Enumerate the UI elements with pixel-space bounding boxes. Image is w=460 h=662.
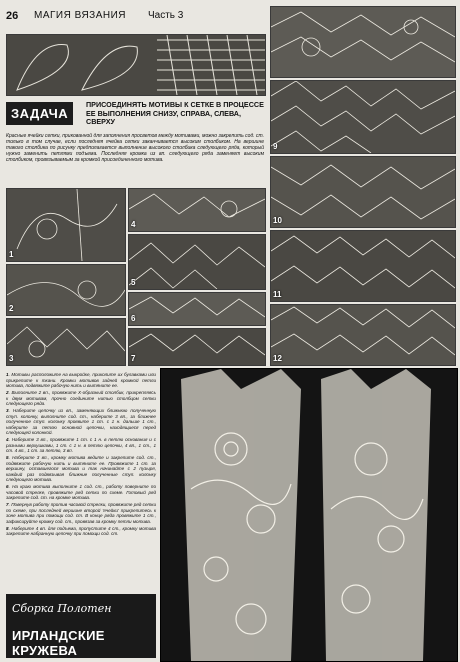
photo-number: 5 bbox=[131, 278, 136, 287]
step-photo bbox=[6, 318, 126, 366]
step-photo bbox=[128, 292, 266, 326]
lace-leaf-photo bbox=[6, 34, 266, 96]
task-description: ПРИСОЕДИНЯТЬ МОТИВЫ К СЕТКЕ В ПРОЦЕССЕ ЕЕ ВЫПОЛНЕНИЯ СНИЗУ, СПРАВА, СЛЕВА, СВЕРХУ bbox=[86, 100, 264, 126]
photo-number: 10 bbox=[273, 216, 282, 225]
step-photo bbox=[128, 188, 266, 232]
step-text: 3. Наберите цепочку из вп., заменяющих ближнюю полученную ступ. колонку, выполните сод. ст., наберите 3 вп., за ближнее полученное ступ. колонку проявите 1 ст. с 1 н. дальше 1 ст., наберите за петлю основной цепочки, находящиеся перед следующей колонкой. bbox=[6, 407, 156, 436]
step-text: 8. Наберите 4 вп. для подъема, пропустите 4 ст., кромку мотива закрепите набранную цепочку при помощи сод. ст. bbox=[6, 525, 156, 537]
step-text: 7. Повернув работу против часовой стрелки, провяжите ряд сетки по схеме, при последней вершине второй 'ячейки' прикрепитесь к зоне мотива при помощи сод. ст. В конце ряда провяжите 1 ст., зафиксируйте кромку сод. ст., провязав за кромку петли мотива. bbox=[6, 502, 156, 524]
step-text: 1. Мотивы расположите на выкройке, приколите их булавками или прикрепите к ткани. Кромки мотивов задней кромкой петли мотива, подвяжите рабочую нить и вытяните ее. bbox=[6, 372, 156, 389]
page-number: 26 bbox=[6, 10, 19, 22]
task-label: ЗАДАЧА bbox=[6, 102, 73, 125]
step-photo bbox=[6, 188, 126, 262]
brand-line-1: Сборка Полотен bbox=[12, 602, 112, 615]
instructions bbox=[6, 372, 156, 538]
intro-text: Красные ячейки сетки, прикованной для заполнения просветов между мотивами, можно закрепить сод. ст. только в том случае, если последняя ячейка сетки заканчивается высоким столбиком. На вершине такого столбика по рисунку предполагается выполнение высокого столбика следующего ряда, который нужно заменить петлями подъема. Последняя кромка из вп. следующего ряда заменяет высоким столбиком, провязываемым за кромкой присоединенного мотива. bbox=[6, 133, 264, 163]
step-photo bbox=[270, 156, 456, 228]
photo-number: 4 bbox=[131, 220, 136, 229]
part-label: Часть 3 bbox=[148, 10, 184, 21]
page-header bbox=[0, 0, 270, 30]
photo-number: 7 bbox=[131, 354, 136, 363]
photo-number: 3 bbox=[9, 354, 14, 363]
step-text: 6. На краю мотива выполните 1 сод. ст., работу поверните по часовой стрелке, провяжите ряд сетки по схеме. Готовый ряд закрепите сод. ст. на кромке мотива. bbox=[6, 484, 156, 501]
magazine-title: МАГИЯ ВЯЗАНИЯ bbox=[34, 10, 127, 21]
photo-number: 6 bbox=[131, 314, 136, 323]
step-text: 5. Наберите 3 вп., кромку мотива ведите и закрепите сод. ст., подвяжите рабочую нить и вытяните ее. Провяжите 1 ст. за вершину, оставшегося мотива и так начинайте с 2 пузыря, каждый раз подвязывая ближние полученные ступ. колонку следующего мотива. bbox=[6, 455, 156, 483]
photo-number: 2 bbox=[9, 304, 14, 313]
step-text: 2. Выполните 2 вп., провяжите Х-образный столбик, прикрепляясь к двум мотивам, прочно соедините нитью столбцом сетки следующего ряда. bbox=[6, 389, 156, 407]
step-photo bbox=[128, 328, 266, 366]
section-brand bbox=[6, 594, 156, 658]
step-photo bbox=[6, 264, 126, 316]
step-photo bbox=[270, 230, 456, 302]
task-heading bbox=[6, 100, 264, 130]
photo-number: 12 bbox=[273, 354, 282, 363]
photo-number: 9 bbox=[273, 142, 278, 151]
garment-photo bbox=[160, 368, 458, 662]
step-photo bbox=[270, 304, 456, 366]
brand-line-2: ИРЛАНДСКИЕ КРУЖЕВА bbox=[12, 628, 105, 658]
step-photo bbox=[270, 80, 456, 154]
step-photo bbox=[270, 6, 456, 78]
photo-number: 1 bbox=[9, 250, 14, 259]
step-photo bbox=[128, 234, 266, 290]
photo-number: 11 bbox=[273, 290, 282, 299]
step-text: 4. Наберите 3 вп., провяжите 1 ст. с 1 н. в петлю основания и с разными верхушками, 1 ст. с 1 н. в петлю цепочки, 4 вп., 1 ст., 1 ст. 4 вп., 1 ст. за петлю, 3 вп. bbox=[6, 437, 156, 454]
